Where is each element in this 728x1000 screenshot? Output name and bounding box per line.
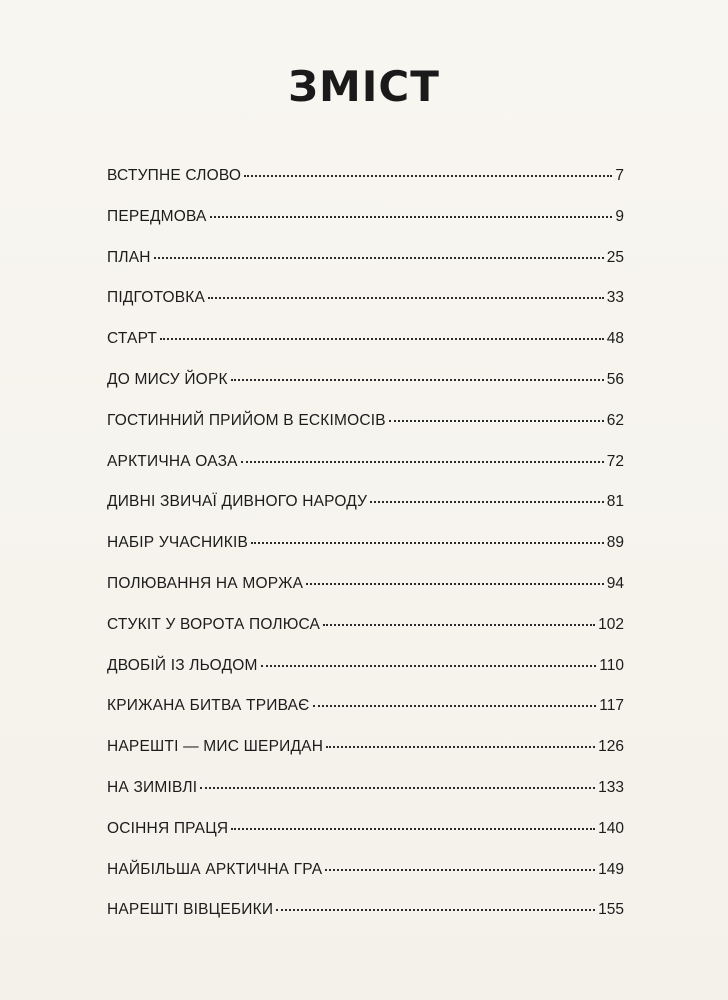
toc-entry (107, 727, 624, 768)
toc-dot-leader (208, 296, 604, 299)
toc-entry-title: ДО МИСУ ЙОРК (107, 370, 228, 388)
toc-dot-leader (306, 582, 604, 585)
toc-entry-title: ПЕРЕДМОВА (107, 207, 207, 225)
toc-entry-page: 126 (598, 738, 624, 756)
toc-entry-page: 48 (606, 330, 624, 348)
toc-dot-leader (160, 337, 604, 340)
toc-entry-title: НАРЕШТІ — МИС ШЕРИДАН (107, 738, 324, 756)
toc-entry-page: 9 (615, 207, 624, 225)
toc-entry-page: 89 (606, 534, 624, 552)
toc-entry-title: ВСТУПНЕ СЛОВО (107, 167, 242, 184)
toc-entry (107, 197, 624, 238)
toc-entry-page: 72 (606, 452, 624, 470)
toc-entry (107, 686, 624, 727)
toc-entry-page: 140 (598, 819, 624, 837)
toc-entry-title: НАБІР УЧАСНИКІВ (107, 534, 249, 552)
toc-entry-page: 56 (606, 370, 624, 388)
toc-entry-title: НАРЕШТІ ВІВЦЕБИКИ (107, 901, 274, 919)
toc-entry (107, 564, 624, 605)
toc-entry-page: 25 (606, 248, 624, 266)
toc-dot-leader (244, 174, 612, 177)
toc-entry (107, 442, 624, 483)
toc-entry-title: ДИВНІ ЗВИЧАЇ ДИВНОГО НАРОДУ (107, 493, 368, 511)
toc-entry-title: НАЙБІЛЬША АРКТИЧНА ГРА (107, 860, 323, 878)
toc-dot-leader (389, 419, 604, 422)
toc-entry (107, 523, 624, 564)
toc-dot-leader (261, 664, 597, 667)
toc-entry (107, 809, 624, 850)
toc-entry-title: СТУКІТ У ВОРОТА ПОЛЮСА (107, 615, 321, 633)
toc-entry-page: 133 (598, 778, 624, 796)
toc-dot-leader (323, 623, 595, 626)
toc-dot-leader (326, 745, 595, 748)
toc-entry (107, 360, 624, 401)
toc-entry-title: НА ЗИМІВЛІ (107, 778, 198, 796)
toc-entry-title: ГОСТИННИЙ ПРИЙОМ В ЕСКІМОСІВ (107, 411, 386, 429)
toc-dot-leader (210, 215, 613, 218)
toc-entry-title: ПОЛЮВАННЯ НА МОРЖА (107, 574, 304, 592)
toc-entry (107, 238, 624, 279)
toc-dot-leader (313, 704, 597, 707)
toc-entry (107, 319, 624, 360)
toc-entry-title: ПІДГОТОВКА (107, 289, 206, 307)
toc-entry-page: 149 (598, 860, 624, 878)
toc-entry-title: ПЛАН (107, 248, 151, 266)
toc-entry (107, 605, 624, 646)
toc-entry-title: ОСІННЯ ПРАЦЯ (107, 819, 229, 837)
table-of-contents (107, 156, 624, 931)
toc-entry (107, 278, 624, 319)
toc-entry-page: 7 (615, 167, 624, 184)
toc-entry-title: ДВОБІЙ ІЗ ЛЬОДОМ (107, 656, 258, 674)
toc-dot-leader (241, 460, 604, 463)
toc-entry-page: 102 (598, 615, 624, 633)
toc-entry-page: 81 (606, 493, 624, 511)
toc-dot-leader (325, 868, 595, 871)
toc-entry (107, 850, 624, 891)
toc-entry (107, 401, 624, 442)
toc-entry-page: 33 (606, 289, 624, 307)
toc-entry (107, 768, 624, 809)
toc-entry-title: АРКТИЧНА ОАЗА (107, 452, 238, 470)
toc-entry-page: 62 (606, 411, 624, 429)
toc-dot-leader (231, 378, 604, 381)
toc-entry (107, 890, 624, 931)
page-title: ЗМІСТ (288, 62, 440, 111)
toc-entry (107, 646, 624, 687)
toc-entry-page: 110 (599, 656, 624, 674)
toc-dot-leader (370, 500, 604, 503)
toc-entry (107, 156, 624, 197)
toc-entry-page: 155 (598, 901, 624, 919)
toc-entry-title: СТАРТ (107, 330, 158, 348)
toc-dot-leader (251, 541, 604, 544)
toc-dot-leader (154, 256, 604, 259)
toc-dot-leader (200, 786, 595, 789)
toc-entry (107, 482, 624, 523)
toc-dot-leader (231, 827, 595, 830)
toc-dot-leader (276, 908, 595, 911)
toc-entry-page: 117 (599, 697, 624, 715)
toc-entry-title: КРИЖАНА БИТВА ТРИВАЄ (107, 697, 310, 715)
toc-entry-page: 94 (606, 574, 624, 592)
